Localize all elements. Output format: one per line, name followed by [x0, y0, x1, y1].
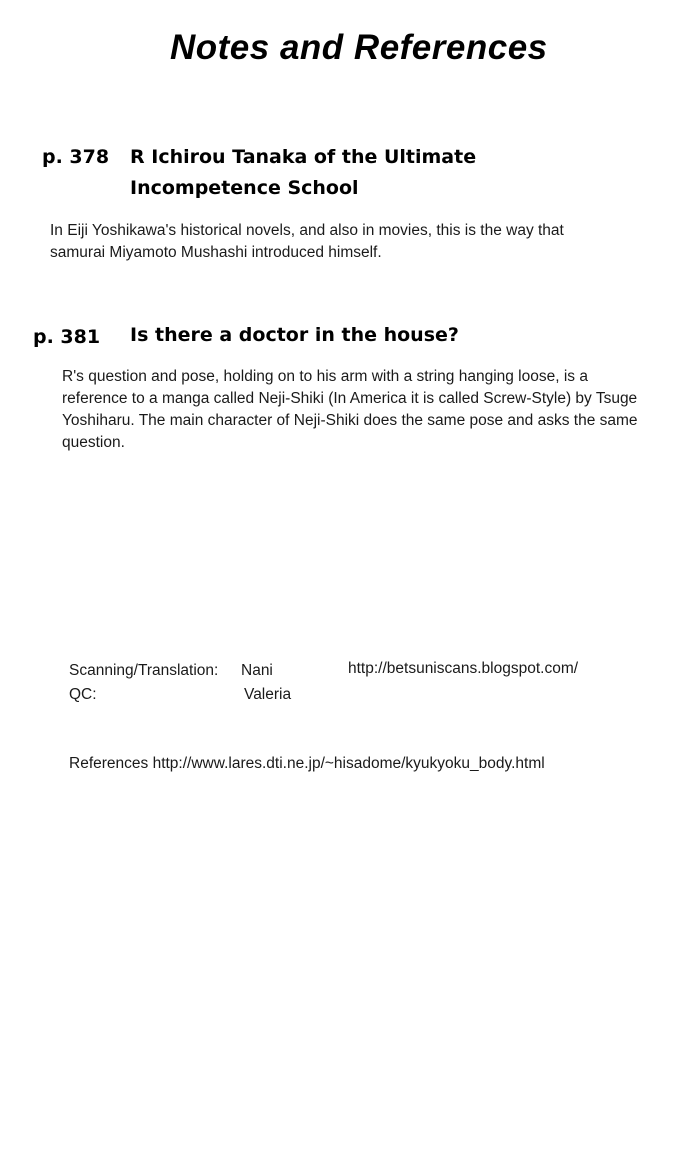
note-381-body-line: reference to a manga called Neji-Shiki (In America it is called Screw-Style) by Tsuge	[62, 390, 638, 407]
credit-website[interactable]: http://betsuniscans.blogspot.com/	[348, 660, 579, 677]
note-381-page-number: p. 381	[33, 326, 101, 348]
note-381-heading	[130, 320, 459, 351]
note-381-body-line: Yoshiharu. The main character of Neji-Shiki does the same pose and asks the same	[62, 412, 638, 429]
references-line[interactable]: References http://www.lares.dti.ne.jp/~hisadome/kyukyoku_body.html	[69, 755, 545, 772]
note-378-body-line: samurai Miyamoto Mushashi introduced himself.	[50, 244, 382, 261]
note-381-body-line: question.	[62, 434, 125, 451]
note-378-body-line: In Eiji Yoshikawa's historical novels, and also in movies, this is the way that	[50, 222, 564, 239]
note-378-body	[50, 220, 564, 264]
note-378-page-number: p. 378	[42, 146, 110, 168]
credit-scanning-name: Nani	[241, 662, 273, 679]
credit-qc-label: QC:	[69, 686, 97, 703]
note-381-body-line: R's question and pose, holding on to his arm with a string hanging loose, is a	[62, 368, 588, 385]
credit-scanning-label: Scanning/Translation:	[69, 662, 219, 679]
page-title: Notes and References	[170, 28, 548, 67]
note-378-heading-line: Incompetence School	[130, 177, 359, 199]
note-378-heading	[130, 142, 476, 204]
note-381-body	[62, 366, 638, 454]
credit-qc-name: Valeria	[244, 686, 292, 703]
note-378-heading-line: R Ichirou Tanaka of the Ultimate	[130, 146, 477, 168]
note-381-heading-line: Is there a doctor in the house?	[130, 324, 459, 346]
